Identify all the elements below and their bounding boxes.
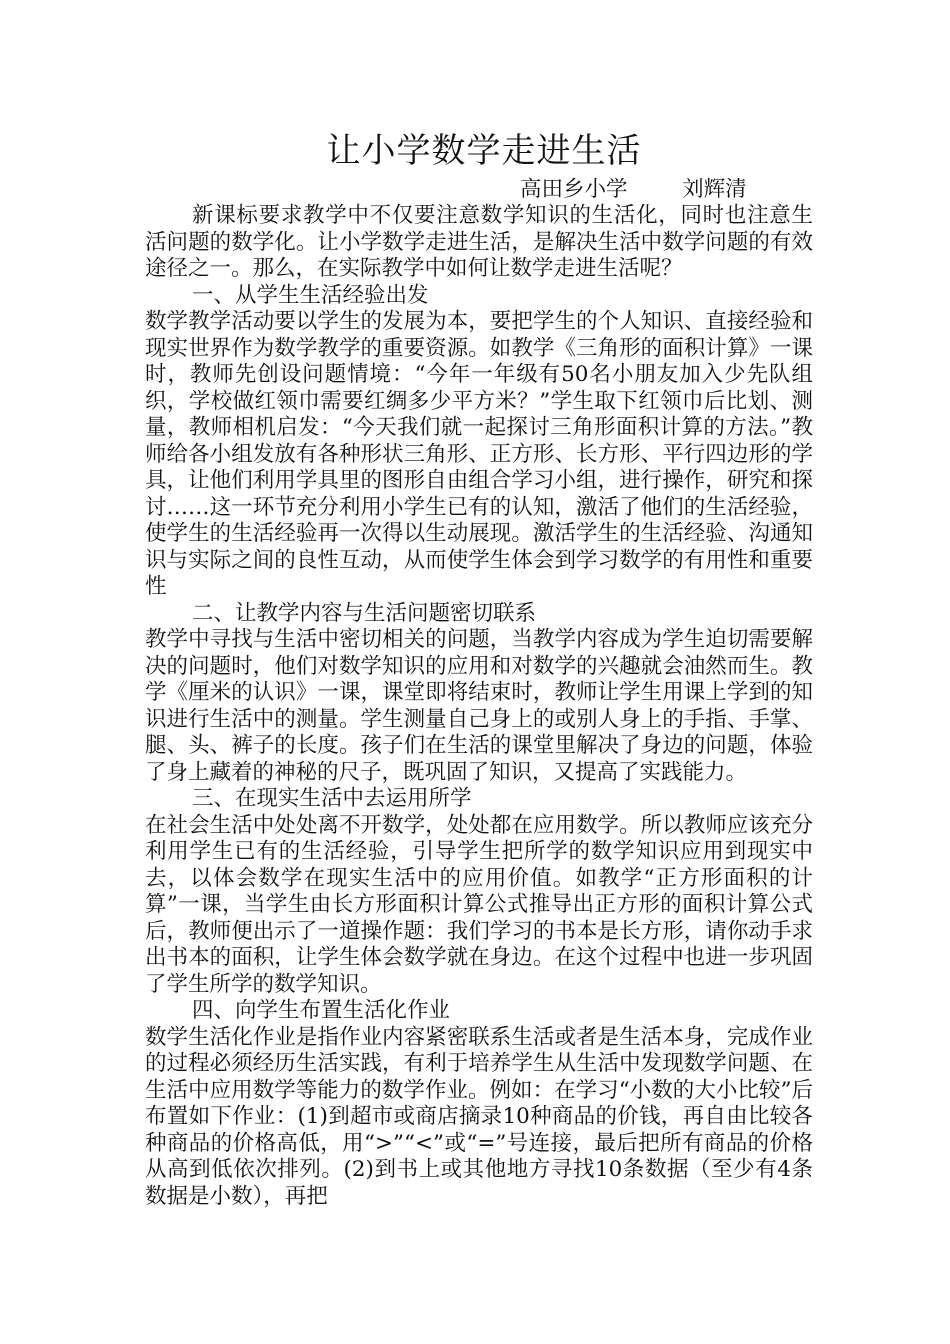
section-body: 教学中寻找与生活中密切相关的问题，当教学内容成为学生迫切需要解决的问题时，他们对数学知识的应用和对数学的兴趣就会油然而生。教学《厘米的认识》一课，课堂即将结束时，教师让学生用课上学到的知识进行生活中的测量。学生测量自己身上的或别人身上的手指、手掌、腿、头、裤子的长度。孩子们在生活的课堂里解决了身边的问题，体验了身上藏着的神秘的尺子，既巩固了知识，又提高了实践能力。 [145, 627, 813, 785]
document-page [145, 125, 813, 1210]
document-title: 让小学数学走进生活 [326, 131, 642, 171]
section-body: 在社会生活中处处离不开数学，处处都在应用数学。所以教师应该充分利用学生已有的生活经验，引导学生把所学的数学知识应用到现实中去，以体会数学在现实生活中的应用价值。如教学“正方形面积的计算”一课，当学生由长方形面积计算公式推导出正方形的面积计算公式后，教师便出示了一道操作题：我们学习的书本是长方形，请你动手求出书本的面积，让学生体会数学就在身边。在这个过程中也进一步巩固了学生所学的数学知识。 [145, 812, 813, 997]
section-heading: 四、向学生布置生活化作业 [192, 998, 451, 1023]
section-body: 数学教学活动要以学生的发展为本，要把学生的个人知识、直接经验和现实世界作为数学教学的重要资源。如教学《三角形的面积计算》一课时，教师先创设问题情境：“今年一年级有50名小朋友加入少先队组织，学校做红领巾需要红绸多少平方米？”学生取下红领巾后比划、测量，教师相机启发：“今天我们就一起探讨三角形面积计算的方法。”教师给各小组发放有各种形状三角形、正方形、长方形、平行四边形的学具，让他们利用学具里的图形自由组合学习小组，进行操作，研究和探讨……这一环节充分利用小学生已有的认知，激活了他们的生活经验，使学生的生活经验再一次得以生动展现。激活学生的生活经验、沟通知识与实际之间的良性互动，从而使学生体会到学习数学的有用性和重要性 [145, 309, 813, 599]
section-heading: 一、从学生生活经验出发 [192, 282, 429, 308]
section-heading: 三、在现实生活中去运用所学 [192, 786, 472, 811]
author-byline: 高田乡小学 刘辉清 [520, 177, 747, 202]
section-body: 数学生活化作业是指作业内容紧密联系生活或者是生活本身，完成作业的过程必须经历生活实践，有利于培养学生从生活中发现数学问题、在生活中应用数学等能力的数学作业。例如：在学习“小数的大小比较”后布置如下作业：(1)到超市或商店摘录10种商品的价钱，再自由比较各种商品的价格高低，用“>”“<”或“=”号连接，最后把所有商品的价格从高到低依次排列。(2)到书上或其他地方寻找10条数据（至少有4条数据是小数），再把 [145, 1024, 813, 1209]
section-heading: 二、让教学内容与生活问题密切联系 [192, 600, 537, 626]
intro-paragraph: 新课标要求教学中不仅要注意数学知识的生活化，同时也注意生活问题的数学化。让小学数学走进生活，是解决生活中数学问题的有效途径之一。那么，在实际教学中如何让数学走进生活呢？ [145, 203, 813, 281]
